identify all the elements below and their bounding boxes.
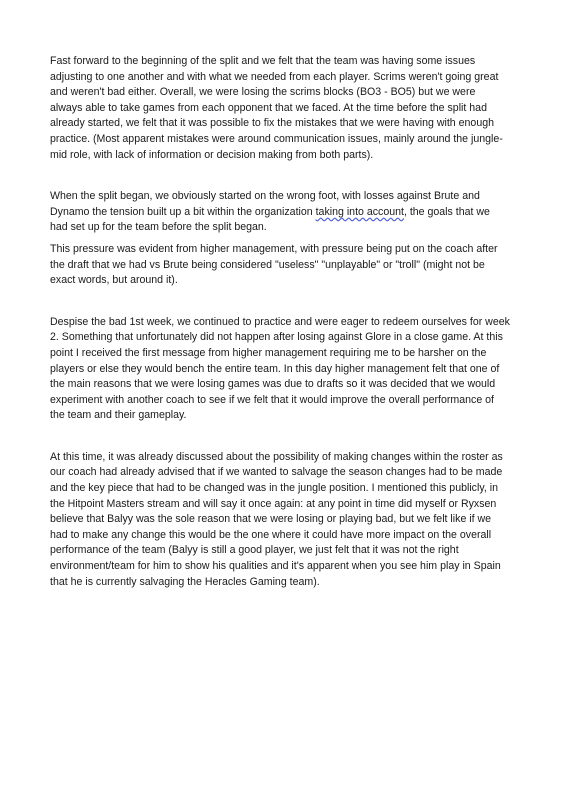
document-body	[50, 54, 510, 590]
paragraph-spacer	[50, 424, 510, 450]
paragraph-spacer	[50, 163, 510, 189]
paragraph-text: , the goals that we had set up for the team before the split began.	[50, 205, 490, 234]
paragraph-spacer	[50, 289, 510, 315]
paragraph-text: When the split began, we obviously started on the wrong foot, with losses against Brute and Dynamo the tension built up a bit within the organization	[50, 190, 480, 218]
paragraph-roster-changes: At this time, it was already discussed about the possibility of making changes within the roster as our coach had already advised that if we wanted to salvage the season changes had to be made and the key piece that had to be changed was in the jungle position. I mentioned this publicly, in the Hitpoint Masters stream and will say it once again: at any point in time did myself or Ryxsen believe that Balyy was the sole reason that we were losing or playing bad, but we felt like if we had to make any change this would be the one where it could have more impact on the overall performance of the team (Balyy is still a good player, we just felt that it was not the right environment/team for him to show his qualities and it's apparent when you see him play in Spain that he is currently salvaging the Heracles Gaming team).	[50, 450, 503, 588]
paragraph-week-two: Despise the bad 1st week, we continued to practice and were eager to redeem ourselves for week 2. Something that unfortunately did not happen after losing against Glore in a close game. At this point I received the first message from higher management requiring me to be harsher on the players or else they would bench the entire team. In this day higher management felt that one of the main reasons that we were losing games was due to drafts so it was decided that we would experiment with another coach to see if we felt that it would improve the overall performance of the team and their gameplay.	[50, 315, 510, 422]
paragraph-split-began	[50, 189, 510, 236]
paragraph-management-pressure: This pressure was evident from higher management, with pressure being put on the coach after the draft that we had vs Brute being considered "useless" "unplayable" or "troll" (might not be exact words, but around it).	[50, 242, 498, 287]
spellcheck-flagged-phrase[interactable]: taking into account	[315, 205, 404, 218]
paragraph-split-start: Fast forward to the beginning of the split and we felt that the team was having some issues adjusting to one another and with what we needed from each player. Scrims weren't going great and weren't bad either. Overall, we were losing the scrims blocks (BO3 - BO5) but we were always able to take games from each opponent that we faced. At the time before the split had already started, we felt that it was possible to fix the mistakes that we were having with enough practice. (Most apparent mistakes were around communication issues, mainly around the jungle-mid role, with lack of information or decision making from both parts).	[50, 55, 503, 161]
